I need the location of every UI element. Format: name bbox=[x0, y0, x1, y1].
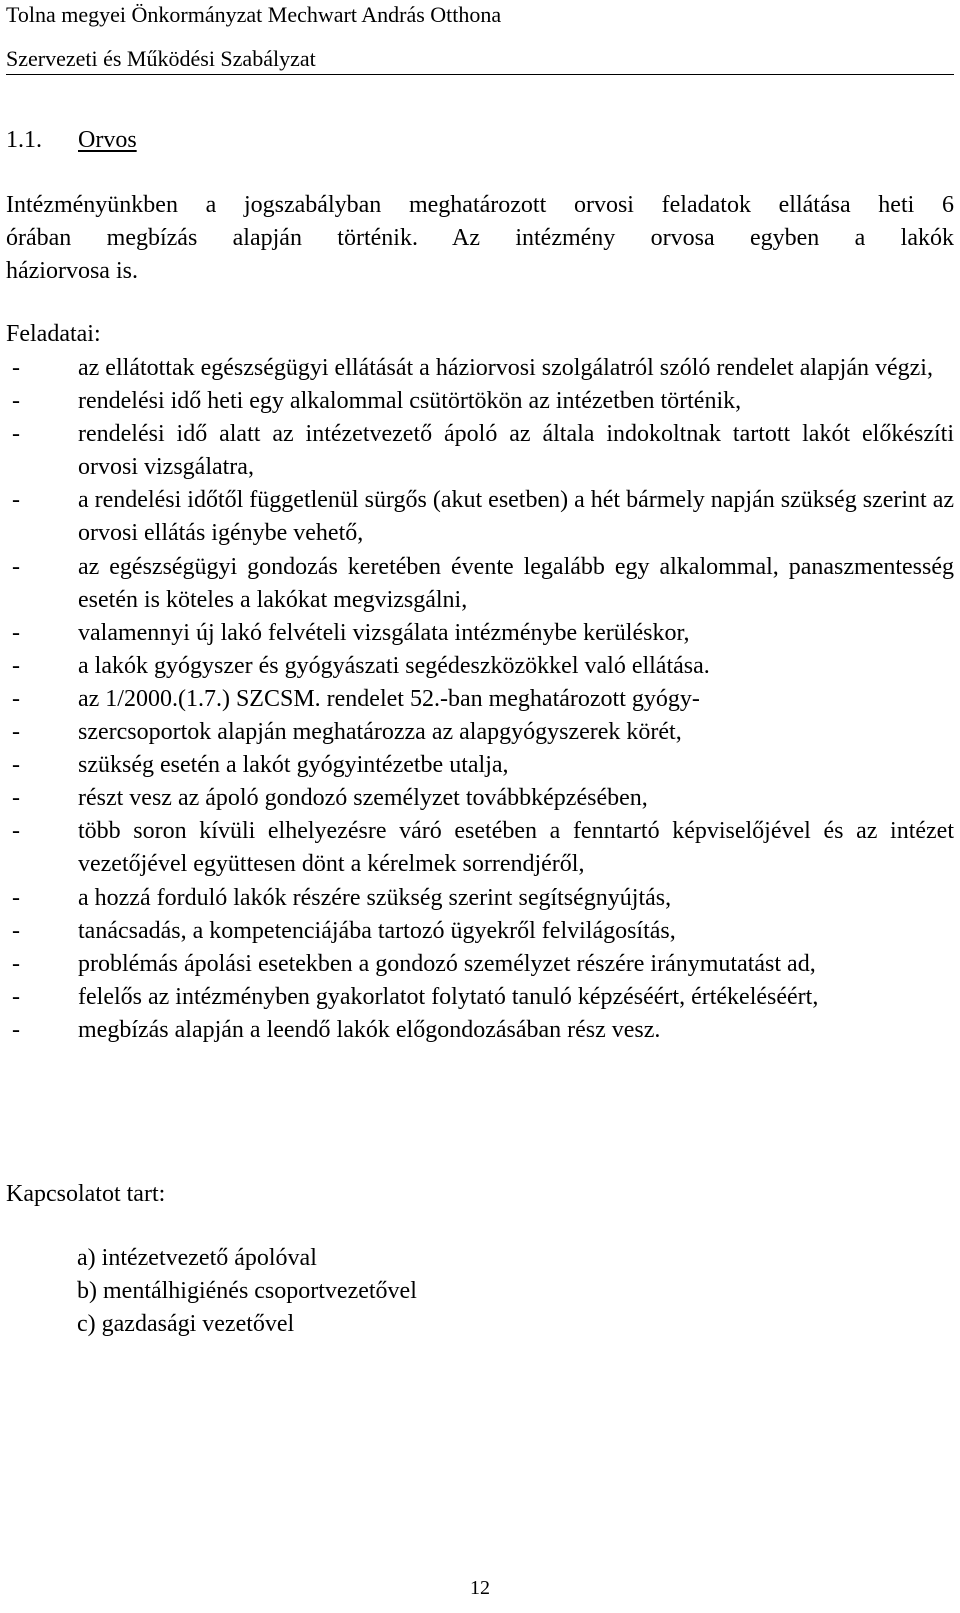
contact-item: b) mentálhigiénés csoportvezetővel bbox=[77, 1278, 417, 1305]
list-item-text: tanácsadás, a kompetenciájába tartozó ügyekről felvilágosítás, bbox=[78, 917, 676, 944]
list-item bbox=[6, 352, 954, 385]
list-item-text: a lakók gyógyszer és gyógyászati segédeszközökkel való ellátása. bbox=[78, 652, 710, 679]
list-item-text: megbízás alapján a leendő lakók előgondozásában rész vesz. bbox=[78, 1016, 661, 1043]
list-item bbox=[6, 716, 954, 749]
intro-line: háziorvosa is. bbox=[6, 258, 138, 285]
contacts-list bbox=[77, 1242, 417, 1341]
section-number: 1.1. bbox=[6, 127, 42, 153]
list-item-text: az ellátottak egészségügyi ellátását a háziorvosi szolgálatról szóló rendelet alapján végzi, bbox=[78, 355, 933, 381]
list-dash: - bbox=[12, 752, 20, 779]
list-item bbox=[6, 484, 954, 550]
list-item bbox=[6, 915, 954, 948]
list-dash: - bbox=[12, 553, 20, 580]
list-item bbox=[6, 683, 954, 716]
list-item bbox=[6, 650, 954, 683]
contact-item: c) gazdasági vezetővel bbox=[77, 1311, 295, 1338]
list-dash: - bbox=[12, 421, 20, 448]
list-item-text: több soron kívüli elhelyezésre váró esetében a fenntartó képviselőjével és az intézet vezetőjével együttesen dönt a kérelmek sorrendjéről, bbox=[78, 818, 954, 878]
list-item bbox=[6, 418, 954, 484]
list-item bbox=[6, 551, 954, 617]
list-item-text: szükség esetén a lakót gyógyintézetbe utalja, bbox=[78, 752, 509, 779]
list-item-text: rendelési idő heti egy alkalommal csütörtökön az intézetben történik, bbox=[78, 388, 742, 415]
list-item-text: a rendelési időtől függetlenül sürgős (akut esetben) a hét bármely napján szükség szerint az orvosi ellátás igénybe vehető, bbox=[78, 487, 954, 547]
section-title: Orvos bbox=[78, 127, 137, 153]
list-dash: - bbox=[12, 917, 20, 944]
list-item bbox=[6, 617, 954, 650]
list-item-text: rendelési idő alatt az intézetvezető ápoló az általa indokoltnak tartott lakót előkészíti orvosi vizsgálatra, bbox=[78, 421, 954, 481]
list-item-text: az egészségügyi gondozás keretében évente legalább egy alkalommal, panaszmentesség esetén is köteles a lakókat megvizsgálni, bbox=[78, 553, 954, 613]
list-item bbox=[6, 749, 954, 782]
header-institution: Tolna megyei Önkormányzat Mechwart András Otthona bbox=[6, 2, 502, 27]
list-item bbox=[6, 1014, 954, 1047]
section-heading bbox=[6, 126, 137, 154]
list-dash: - bbox=[12, 685, 20, 712]
list-dash: - bbox=[12, 983, 20, 1010]
list-item-text: felelős az intézményben gyakorlatot folytató tanuló képzéséért, értékeléséért, bbox=[78, 983, 819, 1010]
duties-list bbox=[6, 352, 954, 1047]
contact-item: a) intézetvezető ápolóval bbox=[77, 1245, 317, 1271]
contacts-label: Kapcsolatot tart: bbox=[6, 1181, 166, 1207]
list-dash: - bbox=[12, 652, 20, 679]
list-item bbox=[6, 815, 954, 881]
list-dash: - bbox=[12, 818, 20, 845]
duties-label: Feladatai: bbox=[6, 321, 101, 347]
intro-paragraph bbox=[6, 189, 954, 288]
intro-line: Intézményünkben a jogszabályban meghatározott orvosi feladatok ellátása heti 6 bbox=[6, 192, 954, 218]
list-item-text: valamennyi új lakó felvételi vizsgálata intézménybe kerüléskor, bbox=[78, 619, 690, 646]
list-item-text: az 1/2000.(1.7.) SZCSM. rendelet 52.-ban meghatározott gyógy- bbox=[78, 685, 700, 712]
list-dash: - bbox=[12, 619, 20, 646]
list-dash: - bbox=[12, 388, 20, 415]
list-item bbox=[6, 782, 954, 815]
page-number: 12 bbox=[470, 1577, 490, 1599]
list-dash: - bbox=[12, 884, 20, 911]
list-item-text: a hozzá forduló lakók részére szükség szerint segítségnyújtás, bbox=[78, 884, 672, 911]
list-item bbox=[6, 385, 954, 418]
intro-line: órában megbízás alapján történik. Az intézmény orvosa egyben a lakók bbox=[6, 225, 954, 252]
list-item-text: részt vesz az ápoló gondozó személyzet továbbképzésében, bbox=[78, 785, 648, 812]
list-item bbox=[6, 948, 954, 981]
list-dash: - bbox=[12, 1016, 20, 1043]
list-dash: - bbox=[12, 355, 20, 381]
list-item-text: problémás ápolási esetekben a gondozó személyzet részére iránymutatást ad, bbox=[78, 950, 816, 977]
list-dash: - bbox=[12, 950, 20, 977]
list-item bbox=[6, 882, 954, 915]
list-dash: - bbox=[12, 785, 20, 812]
list-dash: - bbox=[12, 719, 20, 746]
header-document-title: Szervezeti és Működési Szabályzat bbox=[6, 46, 954, 75]
list-dash: - bbox=[12, 487, 20, 514]
list-item-text: szercsoportok alapján meghatározza az alapgyógyszerek körét, bbox=[78, 719, 682, 746]
list-item bbox=[6, 981, 954, 1014]
